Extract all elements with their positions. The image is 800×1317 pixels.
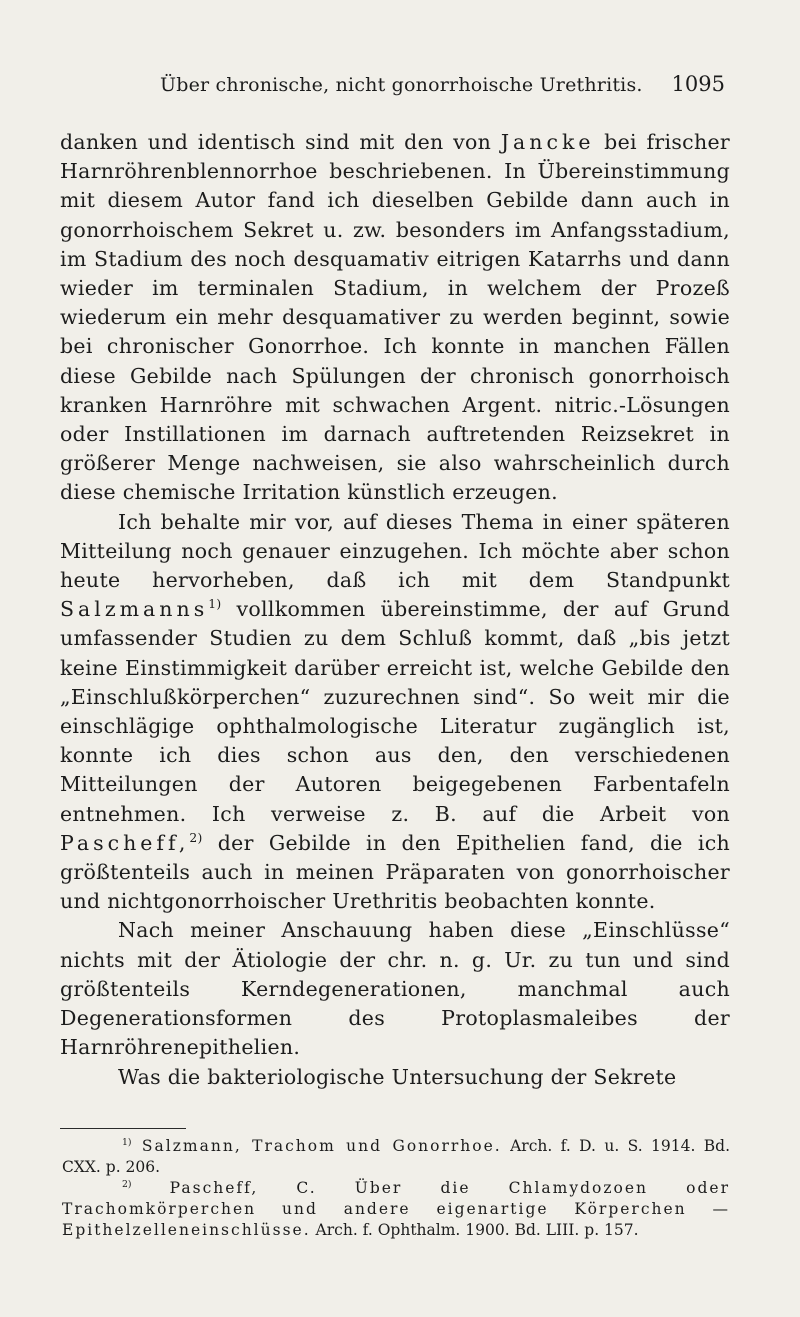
footnote-1: $^{1)}$ Salzmann, Trachom und Gonorrhoe. Arch. f. D. u. S. 1914. Bd. CXX. p. 206. [62,1136,730,1176]
footnote-ref-2: 2) [189,831,203,846]
author-name: Salzmanns [60,597,209,622]
paragraph-2: Ich behalte mir vor, auf dieses Thema in einer späteren Mitteilung noch genauer einzugehen. Ich möchte aber schon heute hervorheben, daß ich mit dem Standpunkt Salzmanns$^{1)}$ vollkommen übereinstimme, der auf Grund umfassender Studien zu dem Schluß kommt, daß „bis jetzt keine Einstimmigkeit darüber erreicht ist, welche Gebilde den „Einschlußkörperchen“ zuzurechnen sind“. So weit mir die einschlägige ophthalmologische Literatur zugänglich ist, konnte ich dies schon aus den, den verschiedenen Mitteilungen der Autoren beigegebenen Farbentafeln entnehmen. Ich verweise z. B. auf die Arbeit von Pascheff,$^{2)}$ der Gebilde in den Epithelien fand, die ich größtenteils auch in meinen Präparaten von gonorrhoischer und nichtgonorrhoischer Urethritis beobachten konnte. [60,509,730,914]
paragraph-1: danken und identisch sind mit den von Jancke bei frischer Harnröhrenblennorrhoe beschriebenen. In Übereinstimmung mit diesem Autor fand ich dieselben Gebilde dann auch in gonorrhoischem Sekret u. zw. besonders im Anfangsstadium, im Stadium des noch desquamativ eitrigen Katarrhs und dann wieder im terminalen Stadium, in welchem der Prozeß wiederum ein mehr desquamativer zu werden beginnt, sowie bei chronischer Gonorrhoe. Ich konnte in manchen Fällen diese Gebilde nach Spülungen der chronisch gonorrhoisch kranken Harnröhre mit schwachen Argent. nitric.-Lösungen oder Instillationen im darnach auftretenden Reizsekret in größerer Menge nachweisen, sie also wahrscheinlich durch diese chemische Irritation künstlich erzeugen. [60,130,730,505]
author-name: Pascheff, [60,830,190,855]
running-title: Über chronische, nicht gonorrhoische Urethritis. [160,74,643,96]
paragraph-3: Nach meiner Anschauung haben diese „Einschlüsse“ nichts mit der Ätiologie der chr. n. g. Ur. zu tun und sind größtenteils Kerndegenerationen, manchmal auch Degenerationsformen des Protoplasmaleibes der Harnröhrenepithelien. [60,918,730,1060]
page-number: 1095 [671,72,725,96]
footnotes [62,1136,730,1241]
paragraph-4: Was die bakteriologische Untersuchung der Sekrete [118,1064,677,1089]
author-name: Jancke [500,130,595,154]
footnote-rule [60,1128,186,1129]
running-head [160,74,725,104]
body-text [60,128,730,1092]
footnote-ref-1: 1) [208,597,222,612]
footnote-2: $^{2)}$ Pascheff, C. Über die Chlamydozoen oder Trachomkörperchen und andere eigenartige Körperchen — Epithelzelleneinschlüsse. Arch. f. Ophthalm. 1900. Bd. LIII. p. 157. [62,1178,730,1239]
